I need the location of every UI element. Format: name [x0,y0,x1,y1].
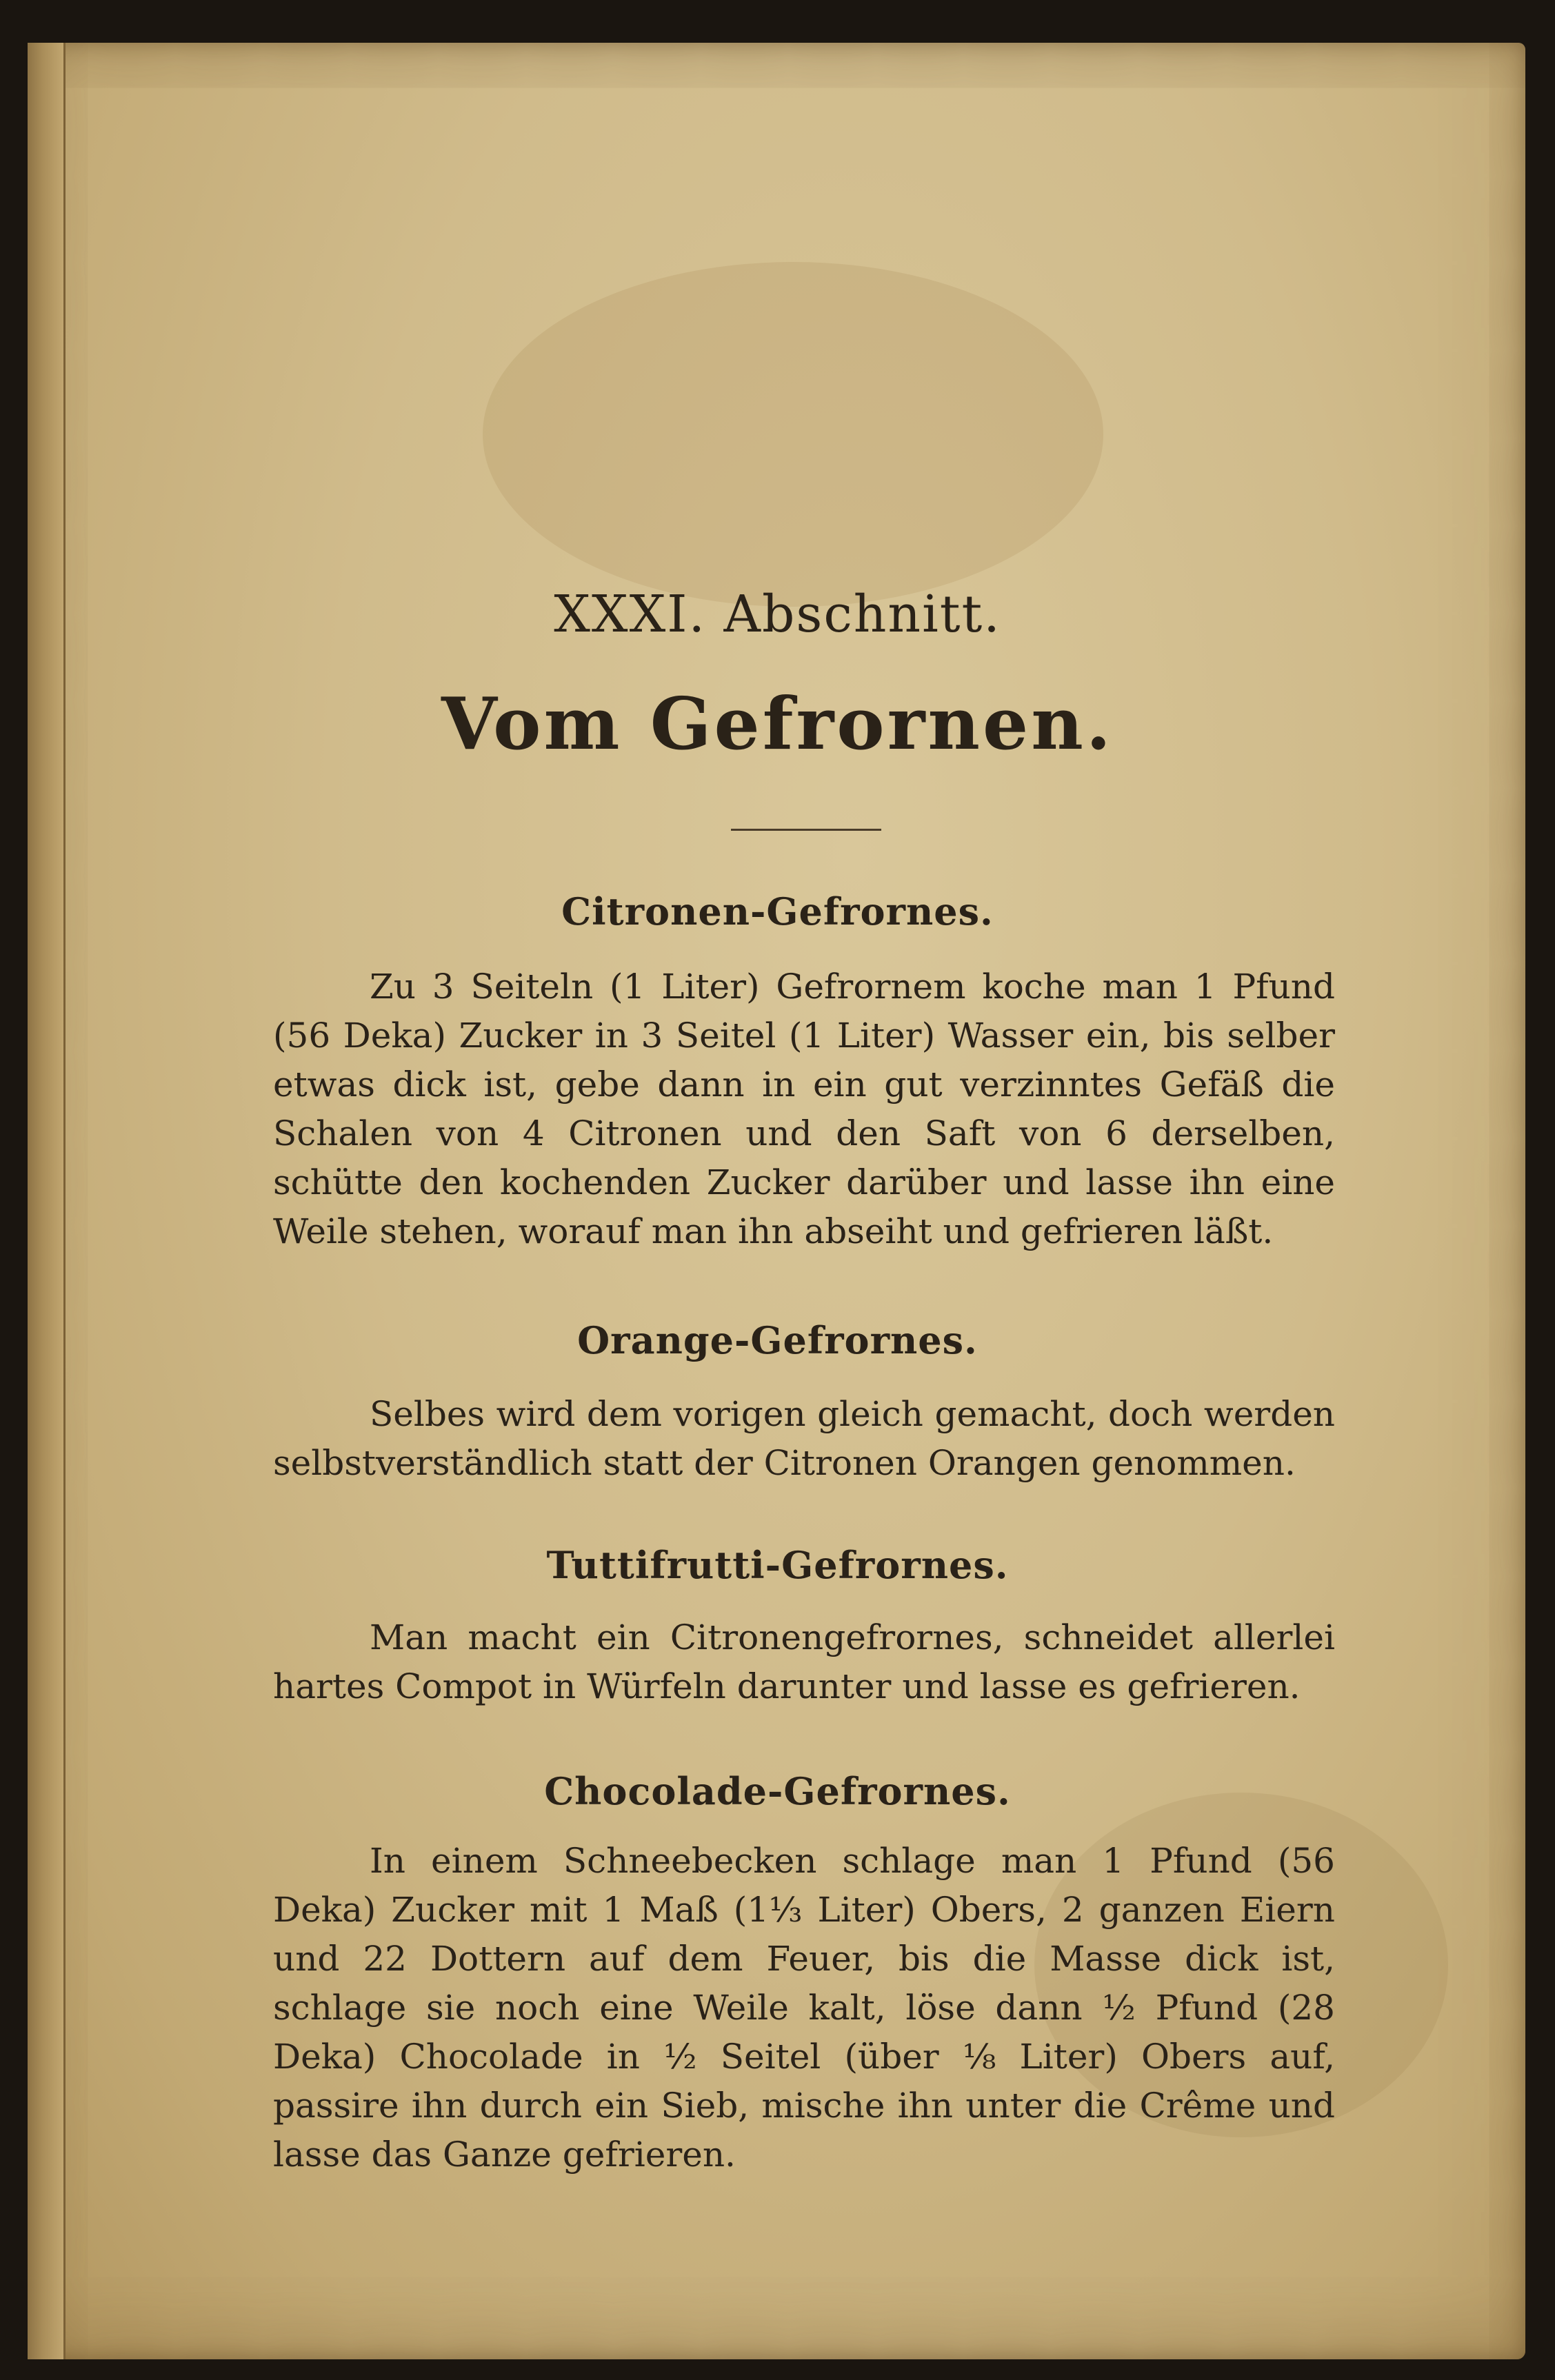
recipe-title: Orange-Gefrornes. [577,1318,978,1362]
title-divider [731,829,881,831]
chapter-title: Vom Gefrornen. [441,681,1114,766]
recipe-text: Zu 3 Seiteln (1 Liter) Gefrornem koche man 1 Pfund (56 Deka) Zucker in 3 Seitel (1 Liter) Wasser ein, bis selber etwas dick ist, gebe dann in ein gut verzinntes Gefäß die Schalen von 4 Citronen und den Saft von 6 derselben, schütte den kochenden Zucker darüber und lasse ihn eine Weile stehen, worauf man ihn abseiht und gefrieren läßt. [273,967,1335,1251]
page-gutter [28,43,66,2359]
recipe-title: Tuttifrutti-Gefrornes. [546,1543,1009,1587]
recipe-title: Chocolade-Gefrornes. [544,1769,1011,1813]
section-heading: XXXI. Abschnitt. [554,585,1001,644]
recipe-text: In einem Schneebecken schlage man 1 Pfund (56 Deka) Zucker mit 1 Maß (1⅓ Liter) Obers, 2 ganzen Eiern und 22 Dottern auf dem Feuer, bis die Masse dick ist, schlage sie noch eine Weile kalt, löse dann ½ Pfund (28 Deka) Chocolade in ½ Seitel (über ⅛ Liter) Obers auf, passire ihn durch ein Sieb, mische ihn unter die Crême und lasse das Ganze gefrieren. [273,1841,1335,2175]
paper-stain [483,262,1103,607]
recipe-text: Man macht ein Citronengefrornes, schneidet allerlei hartes Compot in Würfeln darunter und lasse es gefrieren. [273,1617,1335,1706]
recipe-text: Selbes wird dem vorigen gleich gemacht, doch werden selbstverständlich statt der Citronen Orangen genommen. [273,1394,1335,1483]
recipe-title: Citronen-Gefrornes. [561,889,994,934]
